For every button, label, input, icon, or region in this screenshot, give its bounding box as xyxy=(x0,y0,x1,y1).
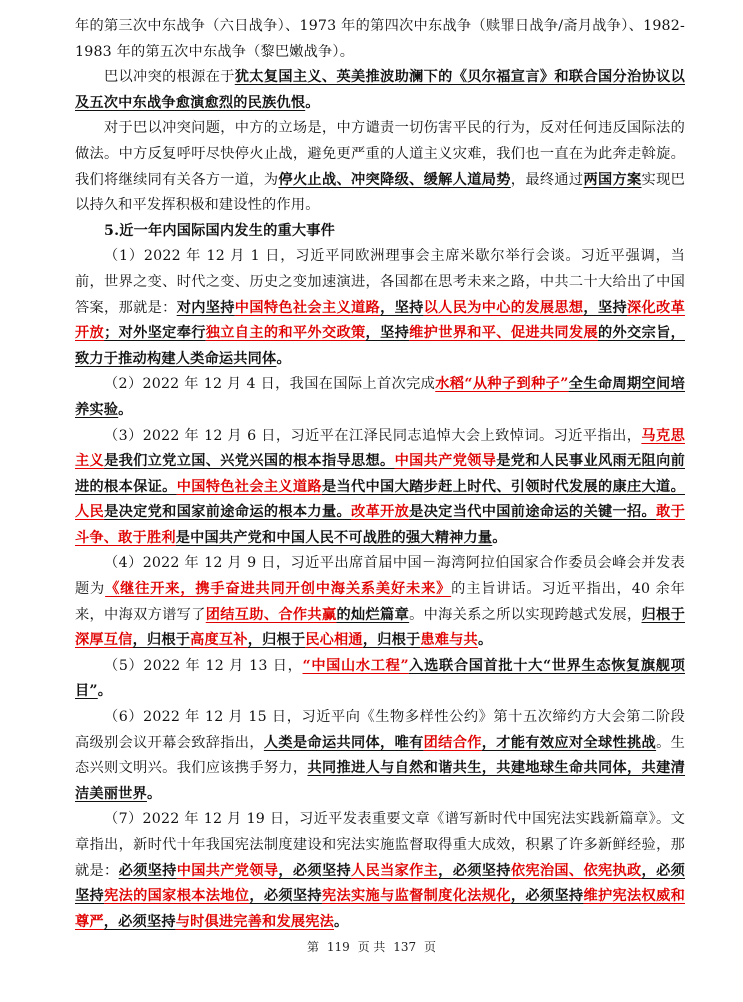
paragraph xyxy=(75,551,685,653)
highlighted-keyword: 维护世界和平、促进共同发展 xyxy=(409,325,598,342)
paragraph xyxy=(75,807,685,935)
paragraph xyxy=(75,424,685,552)
emphasized-text: ，必须坚持 xyxy=(438,862,511,879)
emphasized-text: ，必须坚持 xyxy=(278,862,352,879)
text-run: 。 xyxy=(334,913,349,930)
text-run: 。 xyxy=(276,350,291,367)
emphasized-text: ，必须坚持 xyxy=(510,888,584,905)
highlighted-keyword: 人民当家作主 xyxy=(351,862,439,879)
highlighted-keyword: 民心相通 xyxy=(305,632,363,649)
highlighted-keyword: “中国山水工程” xyxy=(302,657,409,674)
page-footer xyxy=(0,938,743,955)
emphasized-text: ，才能有效应对全球性挑战 xyxy=(481,734,657,751)
highlighted-keyword: 水稻“从种子到种子” xyxy=(435,376,569,393)
text-run: 。 xyxy=(305,94,320,111)
highlighted-keyword: 高度互补 xyxy=(190,632,248,649)
total-page-count: 137 xyxy=(393,940,417,954)
highlighted-keyword: 患难与共 xyxy=(420,632,478,649)
highlighted-keyword: 宪法实施与监督制度化法规化 xyxy=(321,888,511,905)
document-body xyxy=(75,14,685,935)
emphasized-text: 全生命周期空间培养实验 xyxy=(75,376,685,418)
paragraph xyxy=(75,65,685,116)
text-run: 。生态兴则文明兴。我们应该携手努力， xyxy=(75,734,685,777)
emphasized-text: 的外交宗旨，致力于推动构建人类命运共同体 xyxy=(75,325,686,367)
text-run: 实现巴以持久和平发挥积极和建设性的作用。 xyxy=(75,171,685,214)
emphasized-text: 入选联合国首批十大“世界生态恢复旗舰项目” xyxy=(75,657,685,700)
text-run: 巴以冲突的根源在于 xyxy=(104,69,235,86)
highlighted-keyword: 中国特色社会主义道路 xyxy=(176,478,322,495)
emphasized-text: ，坚持 xyxy=(365,325,410,342)
footer-suffix: 页 xyxy=(423,940,436,954)
highlighted-keyword: 宪法的国家根本法地位 xyxy=(104,888,250,905)
text-run: （7）2022 年 12 月 19 日，习近平发表重要文章《谱写新时代中国宪法实践新篇章》。文章指出，新时代十年我国宪法制度建设和宪法实施监督取得重大成效，积累了许多新鲜经验，那就是： xyxy=(75,811,685,879)
emphasized-text: ，必须坚持 xyxy=(103,913,176,930)
emphasized-text: ，坚持 xyxy=(583,299,627,316)
text-run: （5）2022 年 12 月 13 日， xyxy=(104,657,303,674)
highlighted-keyword: 深化改革开放 xyxy=(75,299,685,342)
emphasized-text: 是我们立党立国、兴党兴国的根本指导思想。 xyxy=(104,453,395,470)
highlighted-keyword: 维护宪法权威和尊严 xyxy=(75,888,685,930)
highlighted-keyword: 马克思主义 xyxy=(75,427,685,470)
emphasized-text: 必须坚持 xyxy=(118,862,177,879)
text-run: ，最终通过 xyxy=(510,171,584,188)
emphasized-text: ；对外坚定奉行 xyxy=(104,325,206,342)
emphasized-text: 犹太复国主义、英美推波助澜下的《贝尔福宣言》和联合国分治协议以及五次中东战争愈演愈烈的民族仇恨 xyxy=(75,69,685,111)
text-run: （2）2022 年 12 月 4 日，我国在国际上首次完成 xyxy=(104,376,436,393)
footer-middle: 页 共 xyxy=(357,940,386,954)
emphasized-text: 共同推进人与自然和谐共生，共建地球生命共同体，共建清洁美丽世界 xyxy=(75,760,686,802)
emphasized-text: ，归根于 xyxy=(132,632,191,649)
text-run: 。 xyxy=(118,401,133,418)
text-run: 。中海关系之所以实现跨越式发展， xyxy=(409,606,642,623)
emphasized-text: 的灿烂篇章 xyxy=(336,606,410,623)
section-heading xyxy=(75,219,685,245)
paragraph xyxy=(75,654,685,705)
highlighted-keyword: 中国共产党领导 xyxy=(176,862,279,879)
emphasized-text: 是当代中国大踏步赶上时代、引领时代发展的康庄大道。 xyxy=(321,478,685,495)
highlighted-keyword: 依宪治国、依宪执政 xyxy=(510,862,642,879)
text-run: 对于巴以冲突问题，中方的立场是，中方谴责一切伤害平民的行为，反对任何违反国际法的做法。中方反复呼吁尽快停火止战，避免更严重的人道主义灾难，我们也一直在为此奔走斡旋。我们将继续同有关各方一道，为 xyxy=(75,120,685,188)
emphasized-text: ，归根于 xyxy=(362,632,421,649)
paragraph xyxy=(75,244,685,372)
paragraph xyxy=(75,705,685,807)
paragraph xyxy=(75,116,685,218)
emphasized-text: 两国方案 xyxy=(583,171,642,188)
emphasized-text: 停火止战、冲突降级、缓解人道局势 xyxy=(278,171,511,188)
text-run: 的主旨讲话。习近平指出，40 余年来，中海双方谱写了 xyxy=(75,581,685,623)
highlighted-keyword: 团结合作 xyxy=(423,734,482,751)
highlighted-keyword: 敢于斗争、敢于胜利 xyxy=(75,504,685,546)
footer-prefix: 第 xyxy=(307,940,320,954)
emphasized-text: 人类是命运共同体，唯有 xyxy=(263,734,424,751)
emphasized-text: 是党和人民事业风雨无阻向前进的根本保证。 xyxy=(75,453,685,495)
text-run: （6）2022 年 12 月 15 日，习近平向《生物多样性公约》第十五次缔约方大会第二阶段高级别会议开幕会致辞指出， xyxy=(75,709,685,751)
highlighted-keyword: 人民 xyxy=(75,504,105,521)
text-run: （3）2022 年 12 月 6 日，习近平在江泽民同志追悼大会上致悼词。习近平指出， xyxy=(104,427,642,444)
highlighted-keyword: 中国共产党领导 xyxy=(394,453,497,470)
highlighted-keyword: 深厚互信 xyxy=(75,632,133,649)
text-run: （4）2022 年 12 月 9 日，习近平出席首届中国－海湾阿拉伯国家合作委员会峰会并发表题为 xyxy=(75,555,685,598)
highlighted-keyword: 中国特色社会主义道路 xyxy=(234,299,381,316)
paragraph xyxy=(75,372,685,423)
text-run: 。 xyxy=(97,683,113,700)
emphasized-text: ，必须坚持 xyxy=(75,862,685,905)
emphasized-text: 归根于 xyxy=(641,606,685,623)
highlighted-keyword: 与时俱进完善和发展宪法 xyxy=(175,913,334,930)
text-run: （1）2022 年 12 月 1 日，习近平同欧洲理事会主席米歇尔举行会谈。习近平强调，当前，世界之变、时代之变、历史之变加速演进，各国都在思考未来之路，中共二十大给出了中国答案，那就是： xyxy=(75,248,685,316)
emphasized-text: ，归根于 xyxy=(247,632,306,649)
highlighted-keyword: 独立自主的和平外交政策 xyxy=(205,325,366,342)
highlighted-keyword: 以人民为中心的发展思想 xyxy=(423,299,584,316)
text-run: 年的第三次中东战争（六日战争）、1973 年的第四次中东战争（赎罪日战争/斋月战争）、1982-1983 年的第五次中东战争（黎巴嫩战争）。 xyxy=(75,18,685,60)
emphasized-text: ，坚持 xyxy=(380,299,424,316)
text-run: 。 xyxy=(146,785,162,802)
highlighted-keyword: 改革开放 xyxy=(351,504,410,521)
text-run: 5.近一年内国际国内发生的重大事件 xyxy=(104,222,336,239)
emphasized-text: ，必须坚持 xyxy=(249,888,322,905)
text-run: 。 xyxy=(477,632,493,649)
emphasized-text: 是决定当代中国前途命运的关键一招。 xyxy=(409,504,657,521)
paragraph xyxy=(75,14,685,65)
highlighted-keyword: 《继往开来，携手奋进共同开创中海关系美好未来》 xyxy=(105,581,452,598)
text-run: 。 xyxy=(492,529,507,546)
highlighted-keyword: 团结互助、合作共赢 xyxy=(205,606,337,623)
emphasized-text: 是决定党和国家前途命运的根本力量。 xyxy=(104,504,352,521)
emphasized-text: 对内坚持 xyxy=(176,299,235,316)
emphasized-text: 是中国共产党和中国人民不可战胜的强大精神力量 xyxy=(175,529,493,546)
current-page-number: 119 xyxy=(326,940,350,954)
